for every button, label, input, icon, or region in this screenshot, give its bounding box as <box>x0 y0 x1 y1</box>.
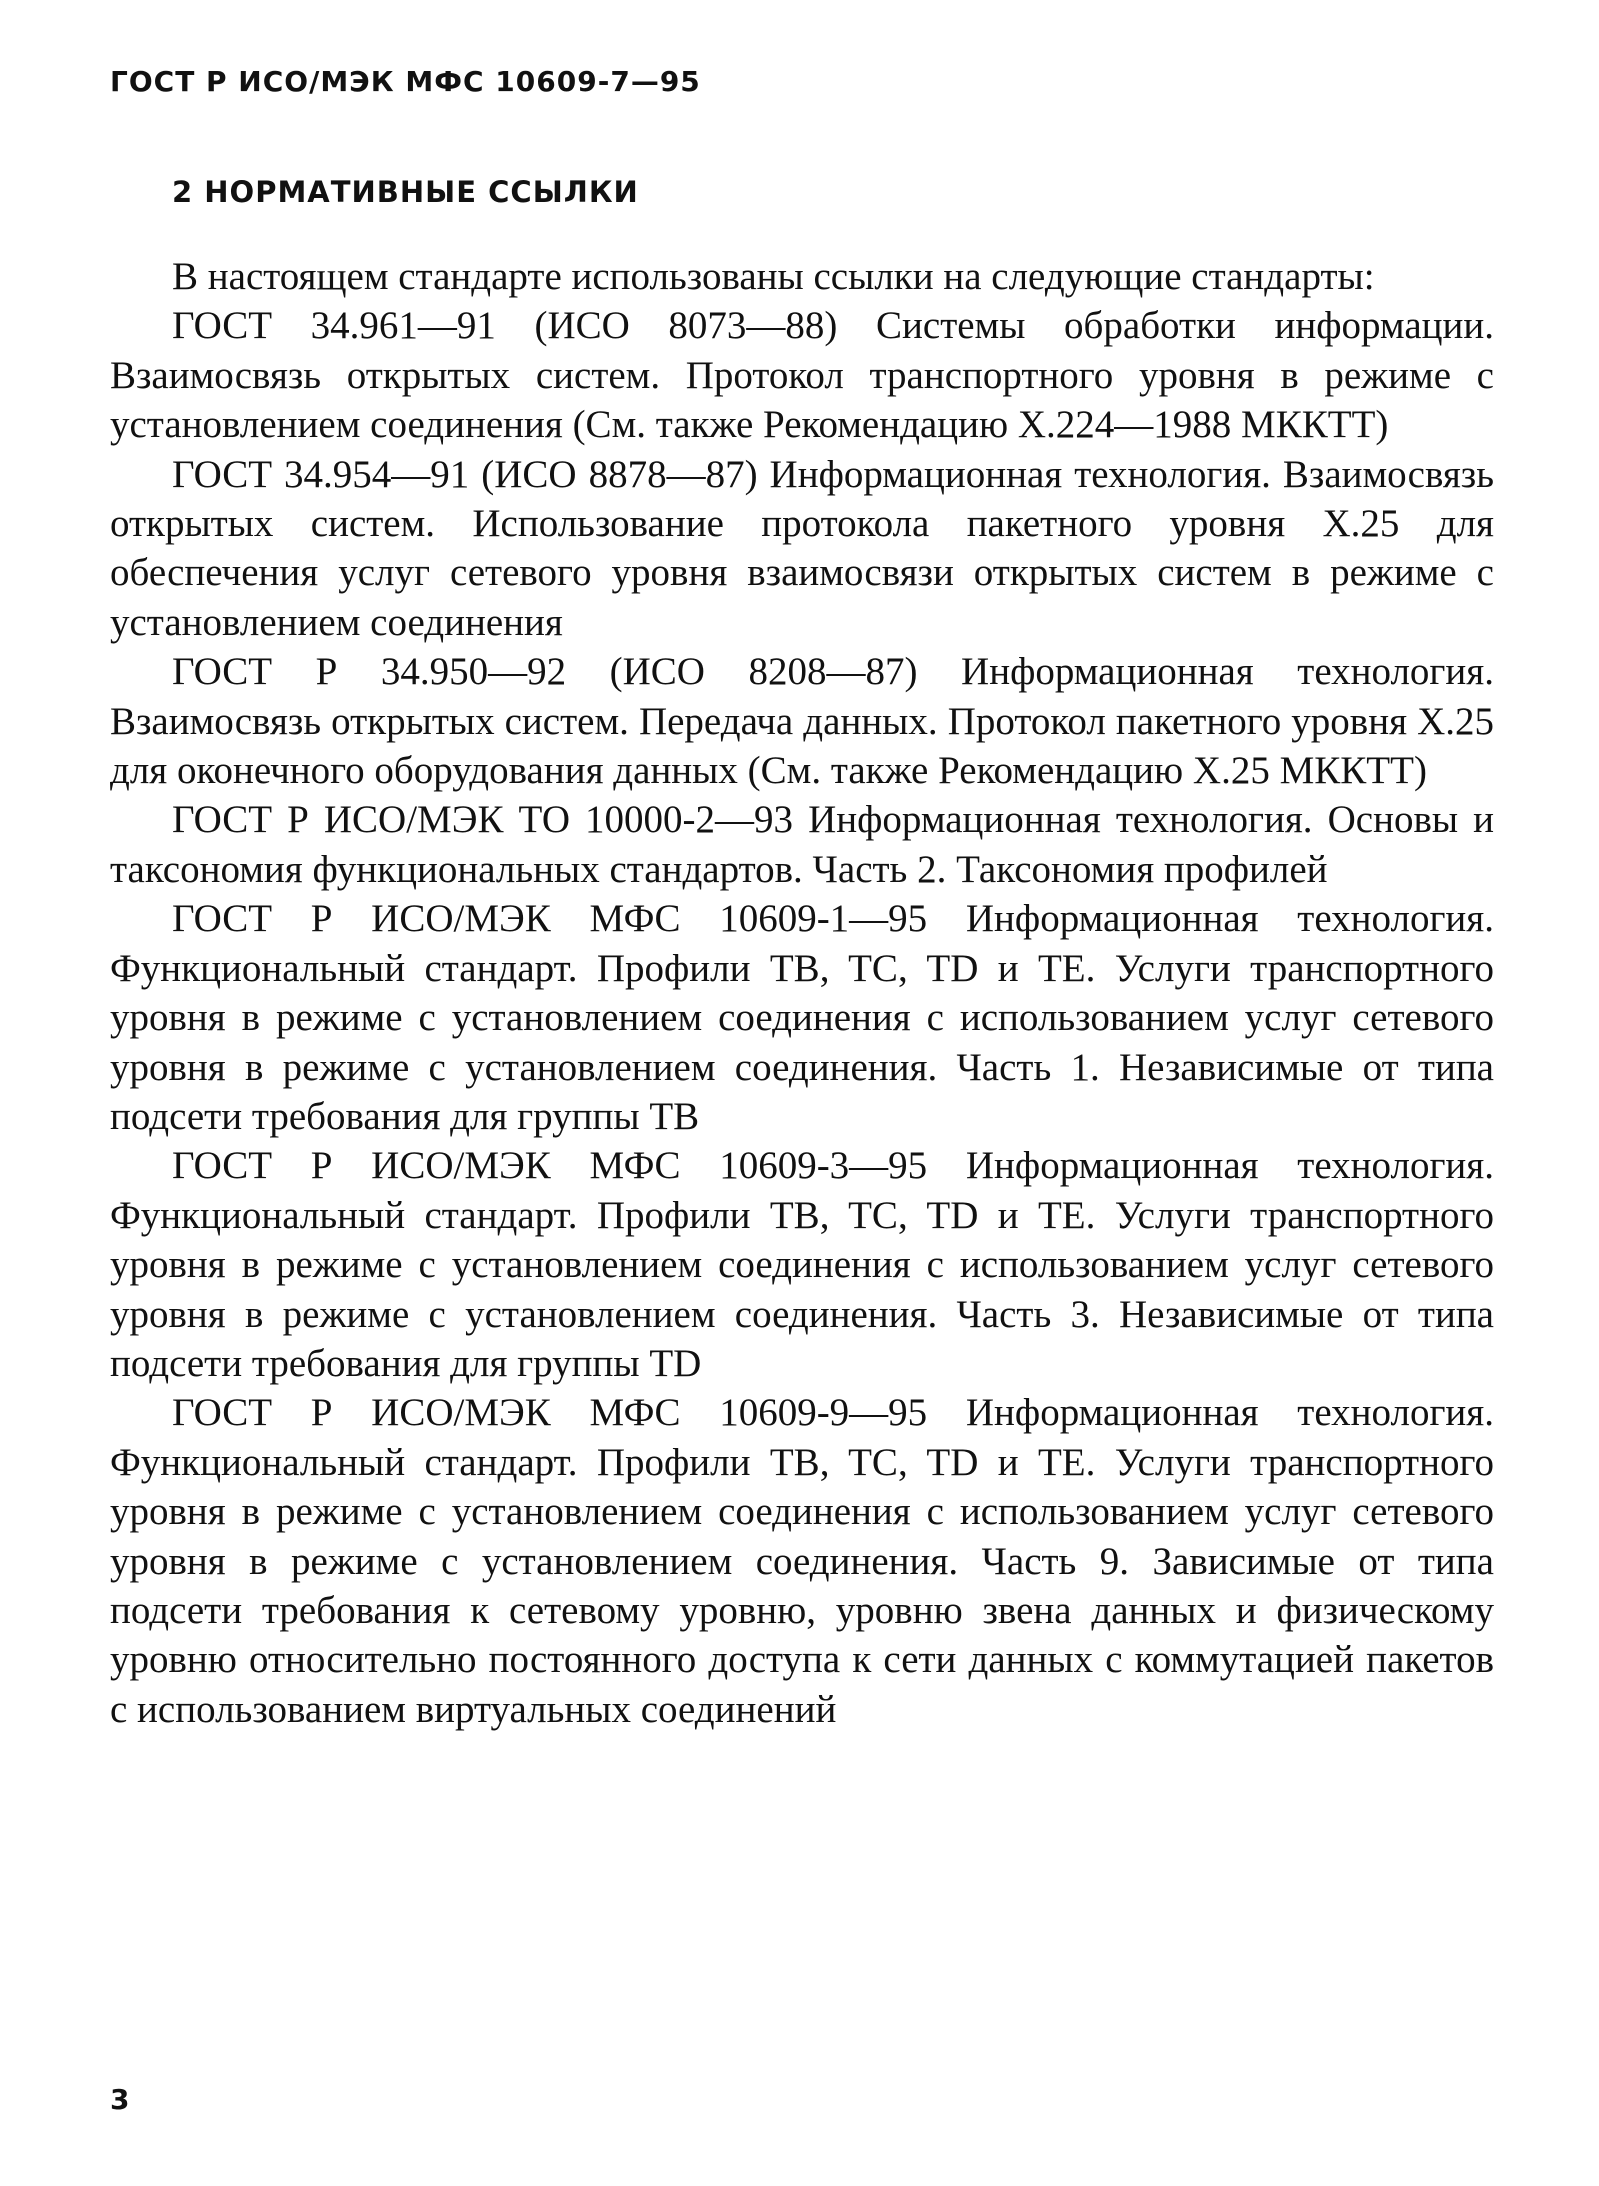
reference-paragraph: ГОСТ Р ИСО/МЭК МФС 10609-1—95 Информационная технология. Функциональный стандарт. Профили TB, TC, TD и TE. Услуги транспортного уровня в режиме с установлением соединения с использованием услуг сетевого уровня в режиме с установлением соединения. Часть 1. Независимые от типа подсети требования для группы TB <box>110 897 1494 1138</box>
reference-paragraph: ГОСТ Р ИСО/МЭК МФС 10609-9—95 Информационная технология. Функциональный стандарт. Профили TB, TC, TD и TE. Услуги транспортного уровня в режиме с установлением соединения с использованием услуг сетевого уровня в режиме с установлением соединения. Часть 9. Зависимые от типа подсети требования к сетевому уровню, уровню звена данных и физическому уровню относительно постоянного доступа к сети данных с коммутацией пакетов с использованием виртуальных соединений <box>110 1391 1494 1731</box>
reference-paragraph: ГОСТ Р ИСО/МЭК МФС 10609-3—95 Информационная технология. Функциональный стандарт. Профили TB, TC, TD и TE. Услуги транспортного уровня в режиме с установлением соединения с использованием услуг сетевого уровня в режиме с установлением соединения. Часть 3. Независимые от типа подсети требования для группы TD <box>110 1144 1494 1385</box>
reference-paragraph: ГОСТ 34.961—91 (ИСО 8073—88) Системы обработки информации. Взаимосвязь открытых систем. Протокол транспортного уровня в режиме с установлением соединения (См. также Рекомендацию X.224—1988 МККТТ) <box>110 304 1494 447</box>
document-page <box>110 62 1494 1734</box>
reference-paragraph: ГОСТ Р ИСО/МЭК ТО 10000-2—93 Информационная технология. Основы и таксономия функциональных стандартов. Часть 2. Таксономия профилей <box>110 798 1494 891</box>
section-body <box>110 252 1494 1734</box>
section-title: 2 НОРМАТИВНЫЕ ССЫЛКИ <box>172 175 639 209</box>
running-header: ГОСТ Р ИСО/МЭК МФС 10609-7—95 <box>110 65 701 98</box>
reference-paragraph: ГОСТ 34.954—91 (ИСО 8878—87) Информационная технология. Взаимосвязь открытых систем. Использование протокола пакетного уровня X.25 для обеспечения услуг сетевого уровня взаимосвязи открытых систем в режиме с установлением соединения <box>110 452 1494 644</box>
intro-paragraph: В настоящем стандарте использованы ссылки на следующие стандарты: <box>172 255 1375 298</box>
reference-paragraph: ГОСТ Р 34.950—92 (ИСО 8208—87) Информационная технология. Взаимосвязь открытых систем. Передача данных. Протокол пакетного уровня X.25 для оконечного оборудования данных (См. также Рекомендацию X.25 МККТТ) <box>110 650 1494 793</box>
page-number: 3 <box>110 2083 130 2116</box>
